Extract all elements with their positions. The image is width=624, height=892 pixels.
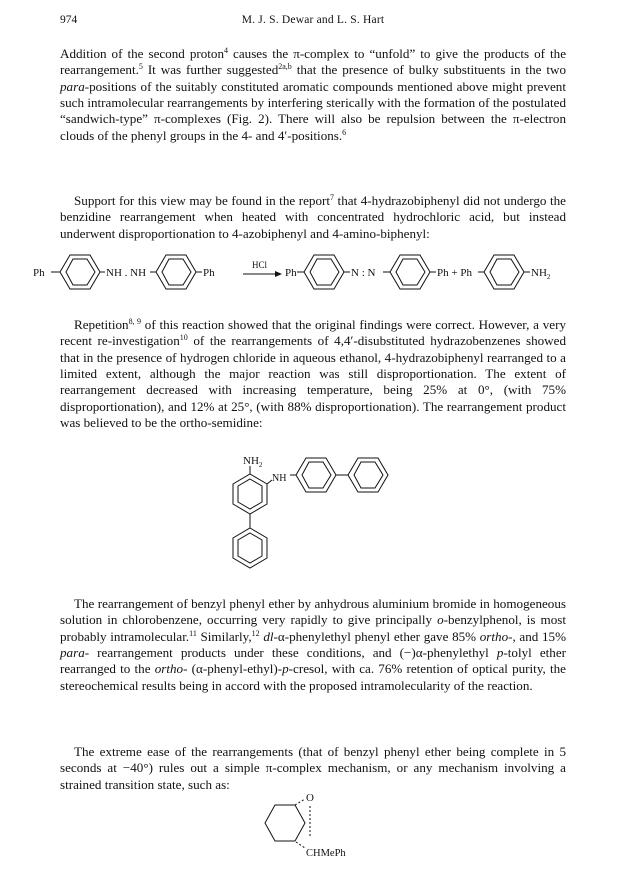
reagent-label: HCl: [252, 260, 268, 270]
products-label: Ph + Ph: [437, 267, 472, 279]
hydrazo-label: NH . NH: [106, 267, 147, 279]
phenyl-label: Ph: [33, 267, 45, 279]
paragraph-1: Addition of the second proton$^4$ causes the π-complex to “unfold” to give the products of the rearrangement.$^5$ It was further suggested$^{2a,b}$ that the presence of bulky substituents in the two para-positions of the suitably constituted aromatic compounds mentioned above might prevent such intramolecular rearrangements by interfering sterically with the formation of the postulated “sandwich-type” π-complexes (Fig. 2). There will also be repulsion between the π-electron clouds of the phenyl groups in the 4- and 4′-positions.$^6$: [60, 46, 567, 143]
phenyl-label: Ph: [203, 267, 215, 279]
chmeph-label: CHMePh: [306, 848, 346, 859]
amino-label: $NH_2$: [243, 455, 263, 469]
paragraph-4: The rearrangement of benzyl phenyl ether by anhydrous aluminium bromide in homogeneous solution in chlorobenzene, occurring very rapidly to give principally o-benzylphenol, is most probably intramolecular.$^{11}$ Similarly,$^{12}$ dl-α-phenylethyl phenyl ether gave 85% ortho-, and 15% para- rearrangement products under these conditions, and (−)α-phenylethyl p-tolyl ether rearranged to the ortho- (α-phenyl-ethyl)-p-cresol, with ca. 76% retention of optical purity, the stereochemical results being in accord with the proposed intramolecularity of the reaction.: [60, 596, 566, 693]
benzene-ring: [484, 255, 524, 289]
benzene-ring: [156, 255, 196, 289]
paragraph-5: The extreme ease of the rearrangements (that of benzyl phenyl ether being complete in 5 seconds at −40°) rules out a simple π-complex mechanism, or any mechanism involving a strained transition state, such as:: [60, 744, 566, 792]
amino-label: $NH_2$: [531, 267, 551, 281]
paragraph-3: Repetition$^{8, 9}$ of this reaction showed that the original findings were correct. However, a very recent re-investigation$^{10}$ of the rearrangements of 4,4′-disubstituted hydrazobenzenes showed that in the presence of hydrogen chloride in aqueous ethanol, 4-hydrazobiphenyl rearranged to a limited extent, although the major reaction was still disproportionation. The extent of rearrangement decreased with increasing temperature, being 25% at 0°, (with 75% disproportionation), and 12% at 25°, (with 88% disproportionation). The rearrangement product was believed to be the ortho-semidine:: [60, 317, 566, 431]
benzene-ring: [233, 528, 267, 568]
oxygen-label: O: [306, 792, 314, 804]
paragraph-2: Support for this view may be found in the report$^7$ that 4-hydrazobiphenyl did not undergo the benzidine rearrangement when heated with concentrated hydrochloric acid, but instead underwent disproportionation to 4-azobiphenyl and 4-amino-biphenyl:: [60, 193, 566, 241]
reaction-arrow: [243, 271, 282, 277]
benzene-ring: [60, 255, 100, 289]
page-number: 974: [60, 14, 78, 26]
imino-label: NH: [272, 473, 287, 484]
benzene-ring: [390, 255, 430, 289]
benzene-ring: [233, 474, 267, 514]
benzene-ring: [296, 458, 336, 492]
page-header: [60, 14, 566, 32]
benzene-ring: [304, 255, 344, 289]
azo-label: N : N: [351, 267, 376, 279]
benzene-ring: [348, 458, 388, 492]
running-title: M. J. S. Dewar and L. S. Hart: [241, 14, 385, 26]
cyclohexane-ring: [265, 805, 305, 841]
phenyl-label: Ph: [285, 267, 297, 279]
